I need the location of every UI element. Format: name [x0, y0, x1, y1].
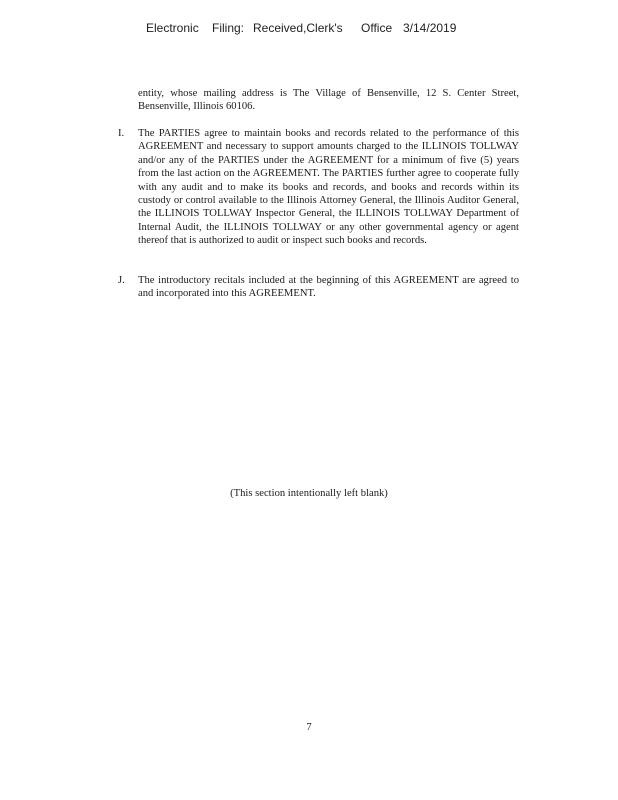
paragraph-label: J.	[118, 275, 125, 286]
stamp-label-received: Received,Clerk's	[253, 21, 343, 35]
paragraph-text: The PARTIES agree to maintain books and records related to the performance of this AGREEMENT and necessary to support amounts charged to the ILLINOIS TOLLWAY and/or any of the PARTIES under the AGREEMENT for a minimum of five (5) years from the last action on the AGREEMENT. The PARTIES further agree to cooperate fully with any audit and to make its books and records, and books and records within its custody or control available to the Illinois Attorney General, the Illinois Auditor General, the ILLINOIS TOLLWAY Inspector General, the ILLINOIS TOLLWAY Department of Internal Audit, the ILLINOIS TOLLWAY or any other governmental agency or agent thereof that is authorized to audit or inspect such books and records.	[138, 128, 519, 247]
paragraph-i	[118, 127, 519, 248]
paragraph-label: I.	[118, 128, 125, 139]
paragraph-j	[118, 274, 519, 301]
continuation-paragraph: entity, whose mailing address is The Village of Bensenville, 12 S. Center Street, Bensenville, Illinois 60106.	[138, 88, 519, 113]
stamp-date: 3/14/2019	[403, 21, 457, 35]
stamp-label-filing: Filing:	[212, 21, 245, 35]
intentionally-blank-note: (This section intentionally left blank)	[230, 488, 388, 499]
stamp-label-electronic: Electronic	[146, 21, 199, 35]
paragraph-text: The introductory recitals included at the beginning of this AGREEMENT are agreed to and incorporated into this AGREEMENT.	[138, 275, 519, 300]
stamp-label-office: Office	[361, 21, 393, 35]
electronic-filing-stamp	[146, 21, 456, 35]
page-number: 7	[306, 722, 312, 733]
